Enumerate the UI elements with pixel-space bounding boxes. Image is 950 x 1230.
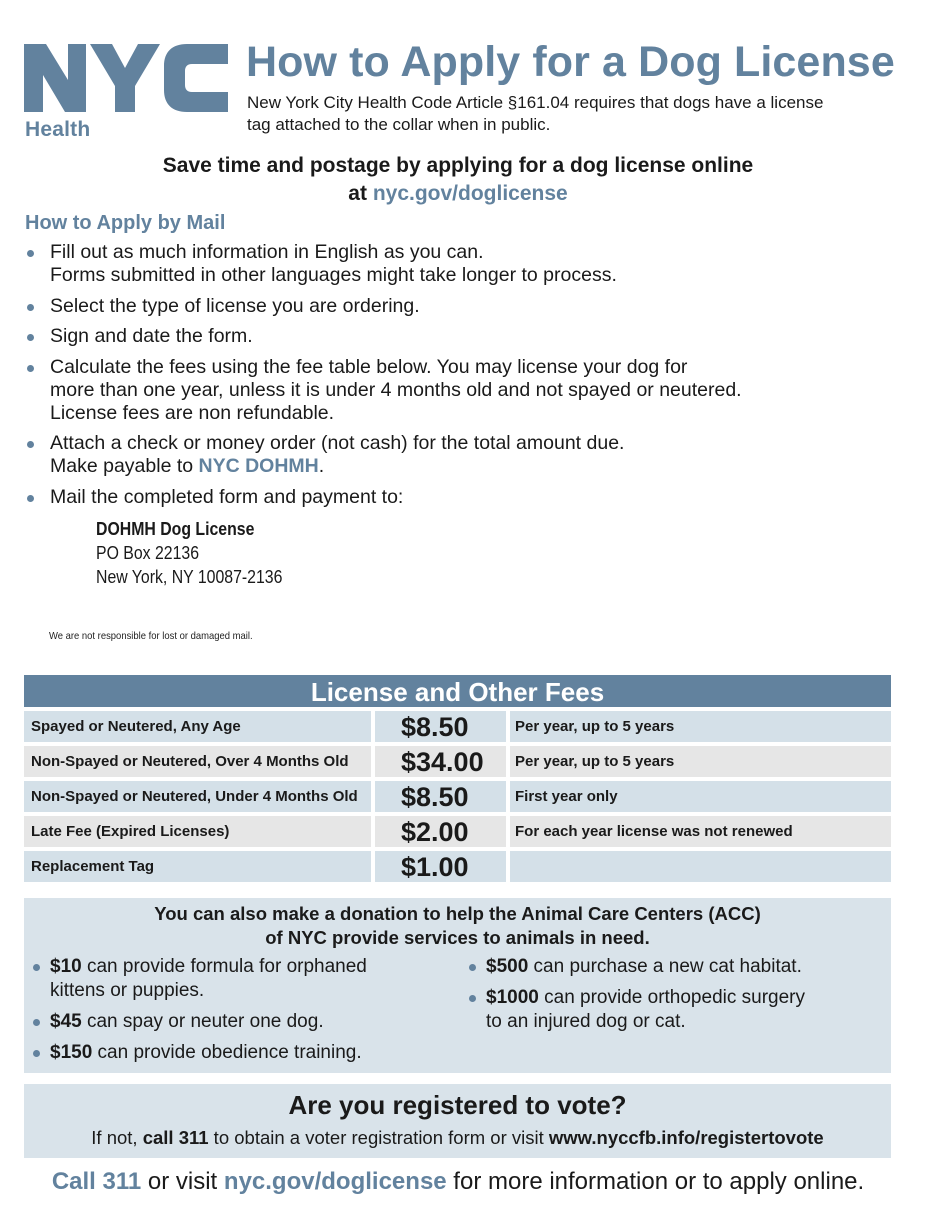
- step-5-line-1: Attach a check or money order (not cash) for the total amount due.: [50, 432, 625, 454]
- bullet-icon: [27, 441, 34, 448]
- footer-mid: or visit: [141, 1168, 224, 1195]
- step-1-line-1: Fill out as much information in English as you can.: [50, 241, 484, 263]
- step-3: Sign and date the form.: [50, 325, 253, 347]
- vote-call: call 311: [142, 1127, 209, 1148]
- list-item: [460, 986, 880, 1034]
- donation-text: can provide formula for orphaned: [81, 956, 367, 977]
- intro-text: New York City Health Code Article §161.04 requires that dogs have a license tag attached to the collar when in public.: [247, 93, 824, 134]
- vote-pre: If not,: [91, 1127, 143, 1148]
- bullet-icon: [27, 334, 34, 341]
- fee-type: Spayed or Neutered, Any Age: [24, 711, 371, 742]
- step-5-end: .: [318, 455, 325, 477]
- table-row: [24, 781, 891, 812]
- step-1-line-2: Forms submitted in other languages might take longer to process.: [50, 264, 617, 286]
- bullet-icon: [27, 365, 34, 372]
- fee-note: Per year, up to 5 years: [510, 711, 891, 742]
- address-po-box: PO Box 22136: [96, 543, 200, 563]
- vote-box: [24, 1084, 891, 1158]
- mail-heading: How to Apply by Mail: [25, 212, 226, 234]
- logo-health-label: Health: [25, 118, 91, 141]
- fee-amount: $34.00: [375, 746, 506, 777]
- mailing-address: [96, 517, 282, 589]
- fee-note: Per year, up to 5 years: [510, 746, 891, 777]
- vote-title: Are you registered to vote?: [288, 1090, 627, 1120]
- list-item: [25, 432, 905, 478]
- page-title: How to Apply for a Dog License: [246, 38, 895, 86]
- step-4-line-1: Calculate the fees using the fee table below. You may license your dog for: [50, 355, 688, 378]
- footer-end: for more information or to apply online.: [446, 1168, 865, 1195]
- bullet-icon: [27, 495, 34, 502]
- donation-heading-line-1: You can also make a donation to help the Animal Care Centers (ACC): [154, 903, 761, 924]
- bullet-icon: [469, 995, 476, 1002]
- svg-text:™: ™: [220, 46, 226, 52]
- fee-note: First year only: [510, 781, 891, 812]
- donation-list-right: [460, 955, 880, 1041]
- donation-amount: $45: [50, 1011, 82, 1032]
- donation-text-2: kittens or puppies.: [50, 980, 205, 1001]
- footer: [0, 1166, 916, 1198]
- nyc-health-logo: [24, 42, 228, 140]
- bullet-icon: [27, 250, 34, 257]
- mail-steps-list: [25, 241, 905, 516]
- list-item: [24, 955, 444, 1003]
- list-item: [24, 1010, 444, 1034]
- step-4-line-2: more than one year, unless it is under 4 months old and not spayed or neutered.: [50, 378, 742, 401]
- list-item: [25, 241, 905, 287]
- mail-disclaimer: We are not responsible for lost or damaged mail.: [49, 630, 253, 642]
- fee-type: Replacement Tag: [24, 851, 371, 882]
- vote-link[interactable]: www.nyccfb.info/registertovote: [548, 1127, 824, 1148]
- table-row: [24, 711, 891, 742]
- bullet-icon: [27, 304, 34, 311]
- donation-text: can provide obedience training.: [92, 1042, 362, 1063]
- fee-type: Non-Spayed or Neutered, Over 4 Months Old: [24, 746, 371, 777]
- donation-text: can provide orthopedic surgery: [538, 987, 805, 1008]
- fee-type: Non-Spayed or Neutered, Under 4 Months Old: [24, 781, 371, 812]
- step-5-line-2: [50, 455, 905, 478]
- bullet-icon: [33, 1019, 40, 1026]
- fees-title: License and Other Fees: [24, 675, 891, 707]
- table-row: [24, 851, 891, 882]
- table-row: [24, 816, 891, 847]
- footer-link[interactable]: nyc.gov/doglicense: [223, 1168, 447, 1195]
- vote-mid: to obtain a voter registration form or visit: [208, 1127, 549, 1148]
- step-2: Select the type of license you are ordering.: [50, 294, 420, 317]
- donation-heading-line-2: of NYC provide services to animals in need.: [265, 927, 650, 948]
- list-item: [25, 295, 905, 318]
- save-online-notice: [0, 152, 916, 208]
- donation-amount: $150: [50, 1042, 93, 1063]
- bullet-icon: [33, 964, 40, 971]
- fees-table: [24, 675, 891, 882]
- save-line-2: [0, 180, 916, 208]
- bullet-icon: [33, 1050, 40, 1057]
- donation-heading: [24, 902, 891, 950]
- donation-amount: $10: [50, 956, 82, 977]
- step-5-payable: Make payable to: [50, 455, 199, 477]
- list-item: [24, 1041, 444, 1065]
- save-at: at: [348, 182, 373, 205]
- donation-text: can purchase a new cat habitat.: [528, 956, 802, 977]
- bullet-icon: [469, 964, 476, 971]
- donation-text: can spay or neuter one dog.: [81, 1011, 324, 1032]
- fee-note: For each year license was not renewed: [510, 816, 891, 847]
- donation-box: [24, 898, 891, 1073]
- step-6: Mail the completed form and payment to:: [50, 485, 404, 508]
- doglicense-link[interactable]: nyc.gov/doglicense: [372, 182, 568, 205]
- fee-amount: $8.50: [375, 781, 506, 812]
- donation-amount: $500: [486, 956, 529, 977]
- list-item: [25, 325, 905, 348]
- donation-text-2: to an injured dog or cat.: [486, 1011, 686, 1032]
- table-row: [24, 746, 891, 777]
- footer-call: Call 311: [51, 1168, 142, 1195]
- donation-amount: $1000: [486, 987, 539, 1008]
- list-item: [25, 486, 905, 509]
- fee-note: [510, 851, 891, 882]
- donation-list-left: [24, 955, 444, 1072]
- nyc-logo-icon: [24, 42, 228, 114]
- fee-amount: $8.50: [375, 711, 506, 742]
- list-item: [25, 356, 905, 425]
- address-city: New York, NY 10087-2136: [96, 567, 283, 587]
- list-item: [460, 955, 880, 979]
- save-line-1: Save time and postage by applying for a dog license online: [162, 154, 754, 177]
- fee-amount: $1.00: [375, 851, 506, 882]
- payee-name: NYC DOHMH: [198, 455, 319, 477]
- fee-amount: $2.00: [375, 816, 506, 847]
- step-4-line-3: License fees are non refundable.: [50, 401, 335, 424]
- address-name: DOHMH Dog License: [96, 519, 255, 539]
- fee-type: Late Fee (Expired Licenses): [24, 816, 371, 847]
- vote-text: [24, 1126, 891, 1150]
